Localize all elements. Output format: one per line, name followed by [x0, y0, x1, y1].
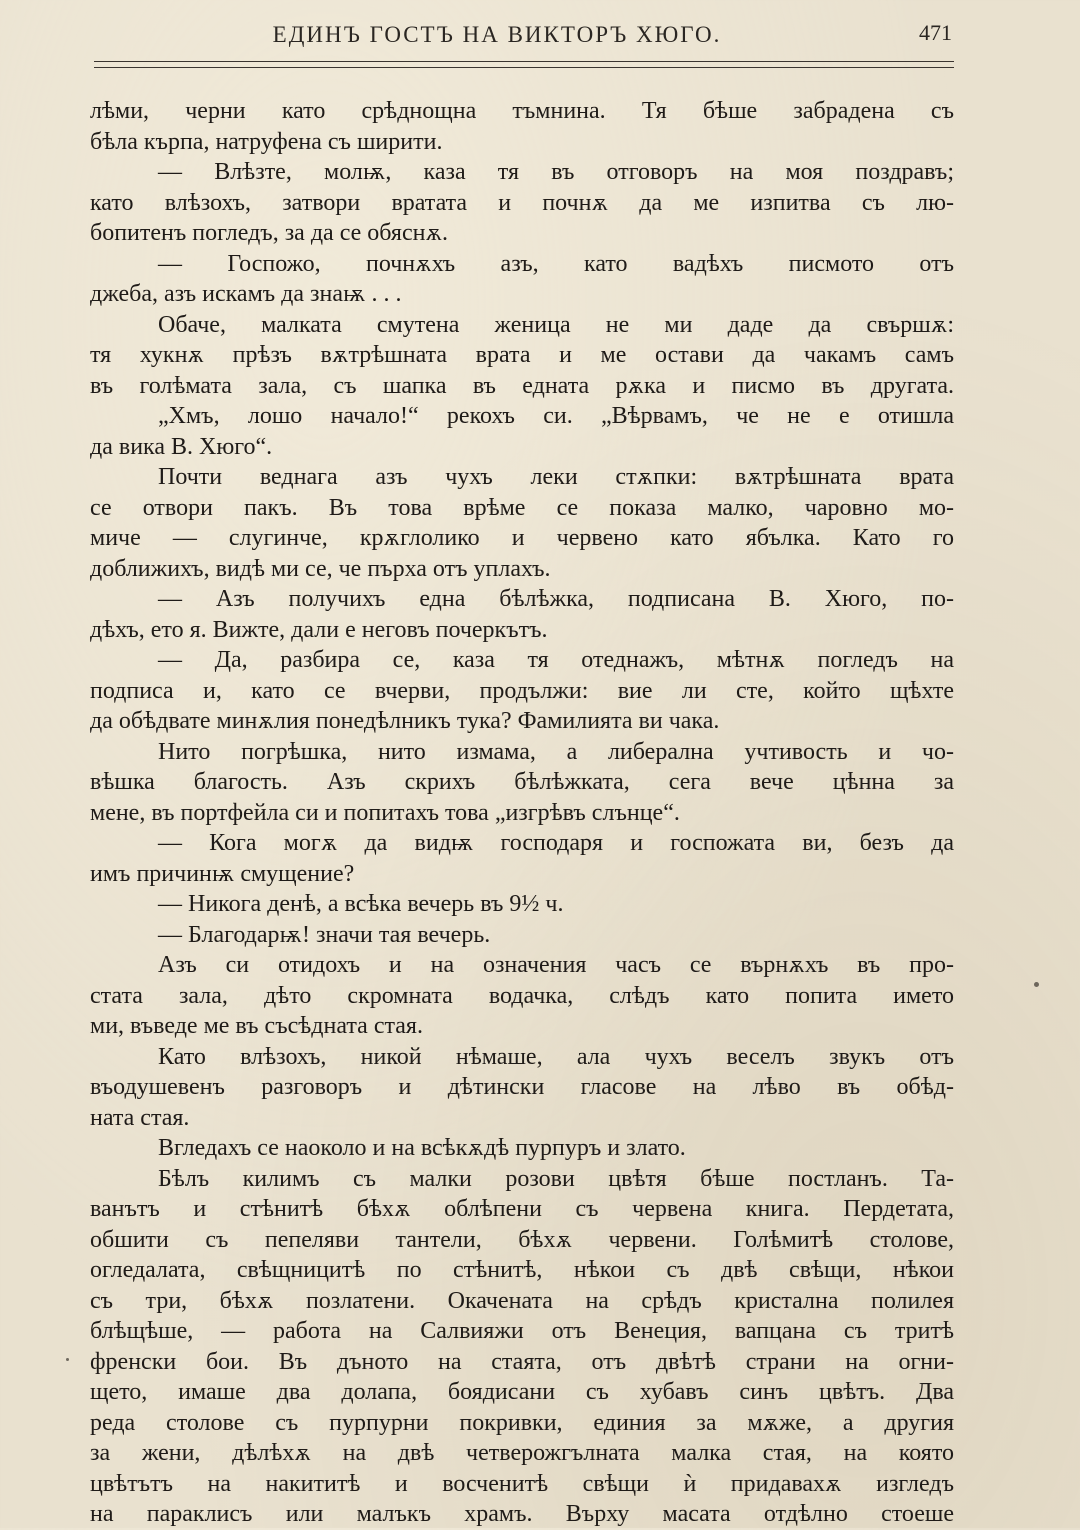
text-line: Азъ си отидохъ и на означения часъ се върнѫхъ въ про-: [158, 952, 954, 978]
text-line: имъ причинѭ смущение?: [90, 860, 355, 887]
text-line: вѣшка благость. Азъ скрихъ бѣлѣжката, сега вече цѣнна за: [90, 769, 954, 795]
text-line: Бѣлъ килимъ съ малки розови цвѣтя бѣше постланъ. Та-: [158, 1165, 954, 1192]
text-line: джеба, азъ искамъ да знаѭ . . .: [90, 281, 402, 307]
text-line: — Кога могѫ да видѭ господаря и госпожата ви, безъ да: [158, 830, 954, 856]
text-line: стата зала, дѣто скромната водачка, слѣдъ като попита името: [90, 982, 954, 1009]
text-line: ната стая.: [90, 1104, 190, 1131]
text-line: да обѣдвате минѫлия понедѣлникъ тука? Фамилията ви чака.: [90, 708, 720, 734]
text-line: — Никога денѣ, а всѣка вечерь въ 9½ ч.: [158, 891, 564, 917]
text-line: — Госпожо, почнѫхъ азъ, като вадѣхъ писмото отъ: [158, 250, 954, 277]
text-line: „Хмъ, лошо начало!“ рекохъ си. „Вѣрвамъ, че не е отишла: [158, 403, 954, 429]
text-line: Нито погрѣшка, нито измама, а либерална учтивость и чо-: [158, 738, 954, 765]
text-line: — Да, разбира се, каза тя отеднажъ, мѣтнѫ погледъ на: [158, 647, 954, 673]
text-line: — Азъ получихъ една бѣлѣжка, подписана В. Хюго, по-: [158, 586, 954, 612]
text-line: подписа и, като се вчерви, продължи: вие ли сте, който щѣхте: [90, 677, 954, 704]
text-line: щето, имаше два долапа, боядисани съ хубавъ синъ цвѣтъ. Два: [90, 1379, 954, 1405]
header-rule-top: [94, 61, 954, 62]
text-line: обшити съ пепеляви тантели, бѣхѫ червени. Голѣмитѣ столове,: [90, 1226, 954, 1253]
text-line: се отвори пакъ. Въ това врѣме се показа малко, чаровно мо-: [90, 494, 954, 521]
text-line: бѣла кърпа, натруфена съ ширити.: [90, 128, 443, 155]
text-line: огледалата, свѣщницитѣ по стѣнитѣ, нѣкои съ двѣ свѣщи, нѣкои: [90, 1257, 954, 1283]
text-line: реда столове съ пурпурни покривки, единия за мѫже, а другия: [90, 1409, 954, 1436]
text-line: Вгледахъ се наоколо и на всѣкѫдѣ пурпуръ и злато.: [158, 1135, 686, 1161]
paper-speck: [1034, 982, 1039, 987]
text-line: — Благодарѭ! значи тая вечерь.: [158, 921, 491, 948]
text-line: лѣми, черни като срѣднощна тъмнина. Тя бѣше забрадена съ: [90, 98, 954, 124]
text-line: Почти веднага азъ чухъ леки стѫпки: вѫтрѣшната врата: [158, 464, 954, 490]
text-line: доближихъ, видѣ ми се, че пърха отъ уплахъ.: [90, 555, 551, 582]
text-line: да вика В. Хюго“.: [90, 433, 273, 460]
text-line: бопитенъ погледъ, за да се обяснѫ.: [90, 220, 449, 246]
text-line: — Влѣзте, молѭ, каза тя въ отговоръ на моя поздравъ;: [158, 159, 954, 185]
text-line: дѣхъ, ето я. Вижте, дали е неговъ почеркътъ.: [90, 616, 548, 643]
text-line: блѣщѣше, — работа на Салвияжи отъ Венеция, вапцана съ тритѣ: [90, 1318, 954, 1344]
text-line: съ три, бѣхѫ позлатени. Окачената на срѣдъ кристална полилея: [90, 1287, 954, 1314]
page-number: 471: [919, 20, 952, 45]
header-rule-bottom: [94, 67, 954, 68]
text-line: мене, въ портфейла си и попитахъ това „изгрѣвъ слънце“.: [90, 799, 680, 826]
text-line: Обаче, малката смутена женица не ми даде да свършѫ:: [158, 311, 954, 338]
text-line: ванътъ и стѣнитѣ бѣхѫ облѣпени съ червена книга. Пердетата,: [90, 1196, 954, 1222]
paper-speck: [66, 1358, 69, 1361]
text-line: въодушевенъ разговоръ и дѣтински гласове на лѣво въ обѣд-: [90, 1074, 954, 1100]
running-header: [94, 18, 960, 58]
text-line: френски бои. Въ дъното на стаята, отъ двѣтѣ страни на огни-: [90, 1348, 954, 1375]
running-title: ЕДИНЪ ГОСТЪ НА ВИКТОРЪ ХЮГО.: [272, 22, 722, 47]
body-text: [90, 96, 954, 1530]
text-line: въ голѣмата зала, съ шапка въ едната рѫка и писмо въ другата.: [90, 372, 954, 399]
text-line: тя хукнѫ прѣзъ вѫтрѣшната врата и ме остави да чакамъ самъ: [90, 342, 954, 368]
text-line: миче — слугинче, крѫглолико и червено като ябълка. Като го: [90, 525, 954, 551]
text-line: Като влѣзохъ, никой нѣмаше, ала чухъ веселъ звукъ отъ: [158, 1043, 954, 1070]
text-line: като влѣзохъ, затвори вратата и почнѫ да ме изпитва съ лю-: [90, 189, 954, 216]
text-line: цвѣтътъ на накититѣ и восченитѣ свѣщи ѝ придавахѫ изгледъ: [90, 1470, 954, 1497]
text-line: ми, въведе ме въ съсѣдната стая.: [90, 1013, 423, 1039]
text-line: на параклисъ или малъкъ храмъ. Върху масата отдѣлно стоеше: [90, 1501, 954, 1527]
text-line: за жени, дѣлѣхѫ на двѣ четверожгълната малка стая, на която: [90, 1440, 954, 1466]
